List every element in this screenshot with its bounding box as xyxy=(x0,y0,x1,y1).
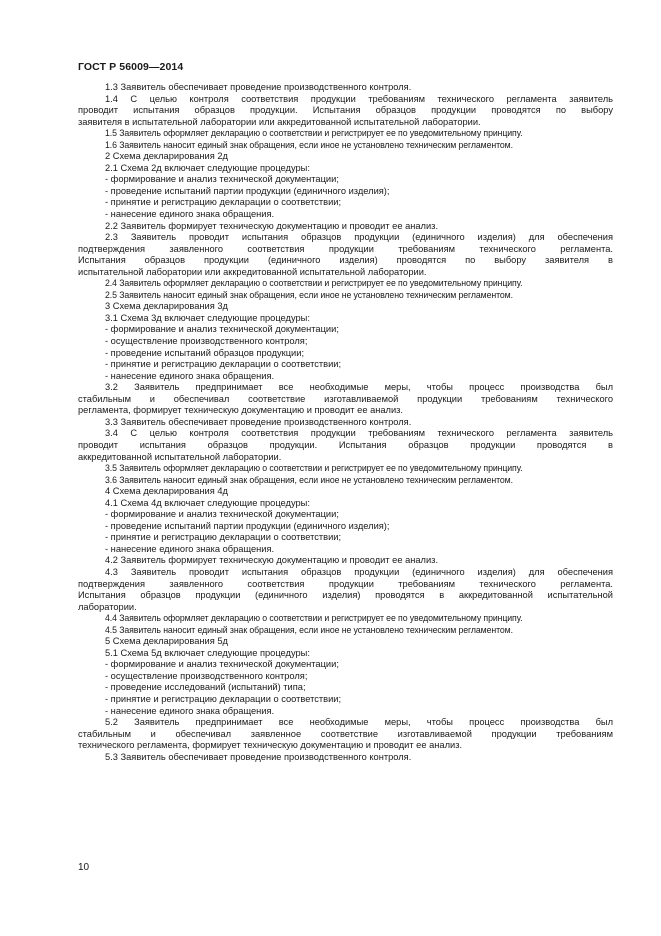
text-line: проводит испытания образцов продукции. Испытания образцов продукции проводятся по выбору xyxy=(78,105,613,116)
text-line: лаборатории. xyxy=(78,601,137,612)
text-line: 2 Схема декларирования 2д xyxy=(105,151,228,162)
text-line: подтверждения заявленного соответствия продукции требованиям технического регламента. xyxy=(78,578,613,589)
text-line: 3.3 Заявитель обеспечивает проведение производственного контроля. xyxy=(105,416,412,427)
text-line: - осуществление производственного контроля; xyxy=(105,336,308,347)
text-line: - нанесение единого знака обращения. xyxy=(105,370,275,381)
text-line: 4.1 Схема 4д включает следующие процедуры: xyxy=(105,497,310,508)
text-line: 5.1 Схема 5д включает следующие процедуры: xyxy=(105,647,310,658)
text-line: - принятие и регистрацию декларации о соответствии; xyxy=(105,532,342,543)
text-line: 4.2 Заявитель формирует техническую документацию и проводит ее анализ. xyxy=(105,555,439,566)
text-line: 3 Схема декларирования 3д xyxy=(105,301,228,312)
text-line: - принятие и регистрацию декларации о соответствии; xyxy=(105,359,342,370)
text-line: 2.1 Схема 2д включает следующие процедуры: xyxy=(105,162,310,173)
text-line: 1.5 Заявитель оформляет декларацию о соответствии и регистрирует ее по уведомительному принципу. xyxy=(105,128,523,139)
text-line: 2.2 Заявитель формирует техническую документацию и проводит ее анализ. xyxy=(105,220,439,231)
text-line: 5.2 Заявитель предпринимает все необходимые меры, чтобы процесс производства был xyxy=(105,717,613,728)
text-line: - нанесение единого знака обращения. xyxy=(105,209,275,220)
text-line: подтверждения заявленного соответствия продукции требованиям технического регламента. xyxy=(78,243,613,254)
text-line: аккредитованной испытательной лаборатории. xyxy=(78,451,282,462)
text-line: - осуществление производственного контроля; xyxy=(105,670,308,681)
text-line: 1.4 С целью контроля соответствия продукции требованиям технического регламента заявитель xyxy=(105,93,613,104)
page-number: 10 xyxy=(78,862,90,873)
text-line: - принятие и регистрацию декларации о соответствии; xyxy=(105,693,342,704)
text-line: 3.2 Заявитель предпринимает все необходимые меры, чтобы процесс производства был xyxy=(105,382,613,393)
text-line: 2.4 Заявитель оформляет декларацию о соответствии и регистрирует ее по уведомительному принципу. xyxy=(105,278,523,289)
text-line: 5 Схема декларирования 5д xyxy=(105,636,228,647)
text-line: 4 Схема декларирования 4д xyxy=(105,486,228,497)
text-line: 4.5 Заявитель наносит единый знак обращения, если иное не установлено техническим регламентом. xyxy=(105,624,513,635)
document-header-title: ГОСТ Р 56009—2014 xyxy=(78,61,184,73)
text-line: регламента, формирует техническую документацию и проводит ее анализ. xyxy=(78,405,404,416)
text-line: 1.6 Заявитель наносит единый знак обращения, если иное не установлено техническим регламентом. xyxy=(105,139,513,150)
text-line: 3.6 Заявитель наносит единый знак обращения, если иное не установлено техническим регламентом. xyxy=(105,474,513,485)
text-line: - формирование и анализ технической документации; xyxy=(105,174,339,185)
text-line: 1.3 Заявитель обеспечивает проведение производственного контроля. xyxy=(105,82,412,92)
text-line: 3.1 Схема 3д включает следующие процедуры: xyxy=(105,312,310,323)
text-line: - проведение испытаний партии продукции (единичного изделия); xyxy=(105,185,390,196)
text-line: Испытания образцов продукции (единичного изделия) проводятся по выбору заявителя в xyxy=(78,255,613,266)
text-line: 3.4 С целью контроля соответствия продукции требованиям технического регламента заявитель xyxy=(105,428,613,439)
text-line: 3.5 Заявитель оформляет декларацию о соответствии и регистрирует ее по уведомительному принципу. xyxy=(105,463,523,474)
text-line: - принятие и регистрацию декларации о соответствии; xyxy=(105,197,342,208)
text-line: - нанесение единого знака обращения. xyxy=(105,543,275,554)
text-line: 4.3 Заявитель проводит испытания образцов продукции (единичного изделия) для обеспечения xyxy=(105,566,613,577)
text-line: - проведение исследований (испытаний) типа; xyxy=(105,682,306,693)
text-line: - проведение испытаний образцов продукции; xyxy=(105,347,305,358)
text-line: 4.4 Заявитель оформляет декларацию о соответствии и регистрирует ее по уведомительному принципу. xyxy=(105,613,523,624)
text-line: 2.3 Заявитель проводит испытания образцов продукции (единичного изделия) для обеспечения xyxy=(105,232,613,243)
text-line: технического регламента, формирует техническую документацию и проводит ее анализ. xyxy=(78,740,463,751)
text-line: испытательной лаборатории или аккредитованной испытательной лаборатории. xyxy=(78,266,427,277)
text-line: заявителя в испытательной лаборатории или аккредитованной испытательной лаборатории. xyxy=(78,116,481,127)
document-body xyxy=(78,82,613,763)
text-line: - формирование и анализ технической документации; xyxy=(105,324,339,335)
text-line: стабильным и обеспечивал заявленное соответствие изготавливаемой продукции требованиям xyxy=(78,728,613,739)
text-line: - проведение испытаний партии продукции (единичного изделия); xyxy=(105,520,390,531)
text-line: стабильным и обеспечивал соответствие изготавливаемой продукции требованиям технического xyxy=(78,393,613,404)
text-line: 2.5 Заявитель наносит единый знак обращения, если иное не установлено техническим регламентом. xyxy=(105,289,513,300)
text-line: - формирование и анализ технической документации; xyxy=(105,659,339,670)
text-line: - нанесение единого знака обращения. xyxy=(105,705,275,716)
text-line: проводит испытания образцов продукции. Испытания образцов продукции проводятся в xyxy=(78,439,613,450)
text-line: - формирование и анализ технической документации; xyxy=(105,509,339,520)
text-line: Испытания образцов продукции (единичного изделия) проводятся в аккредитованной испытательной xyxy=(78,590,613,601)
text-line: 5.3 Заявитель обеспечивает проведение производственного контроля. xyxy=(105,751,412,762)
